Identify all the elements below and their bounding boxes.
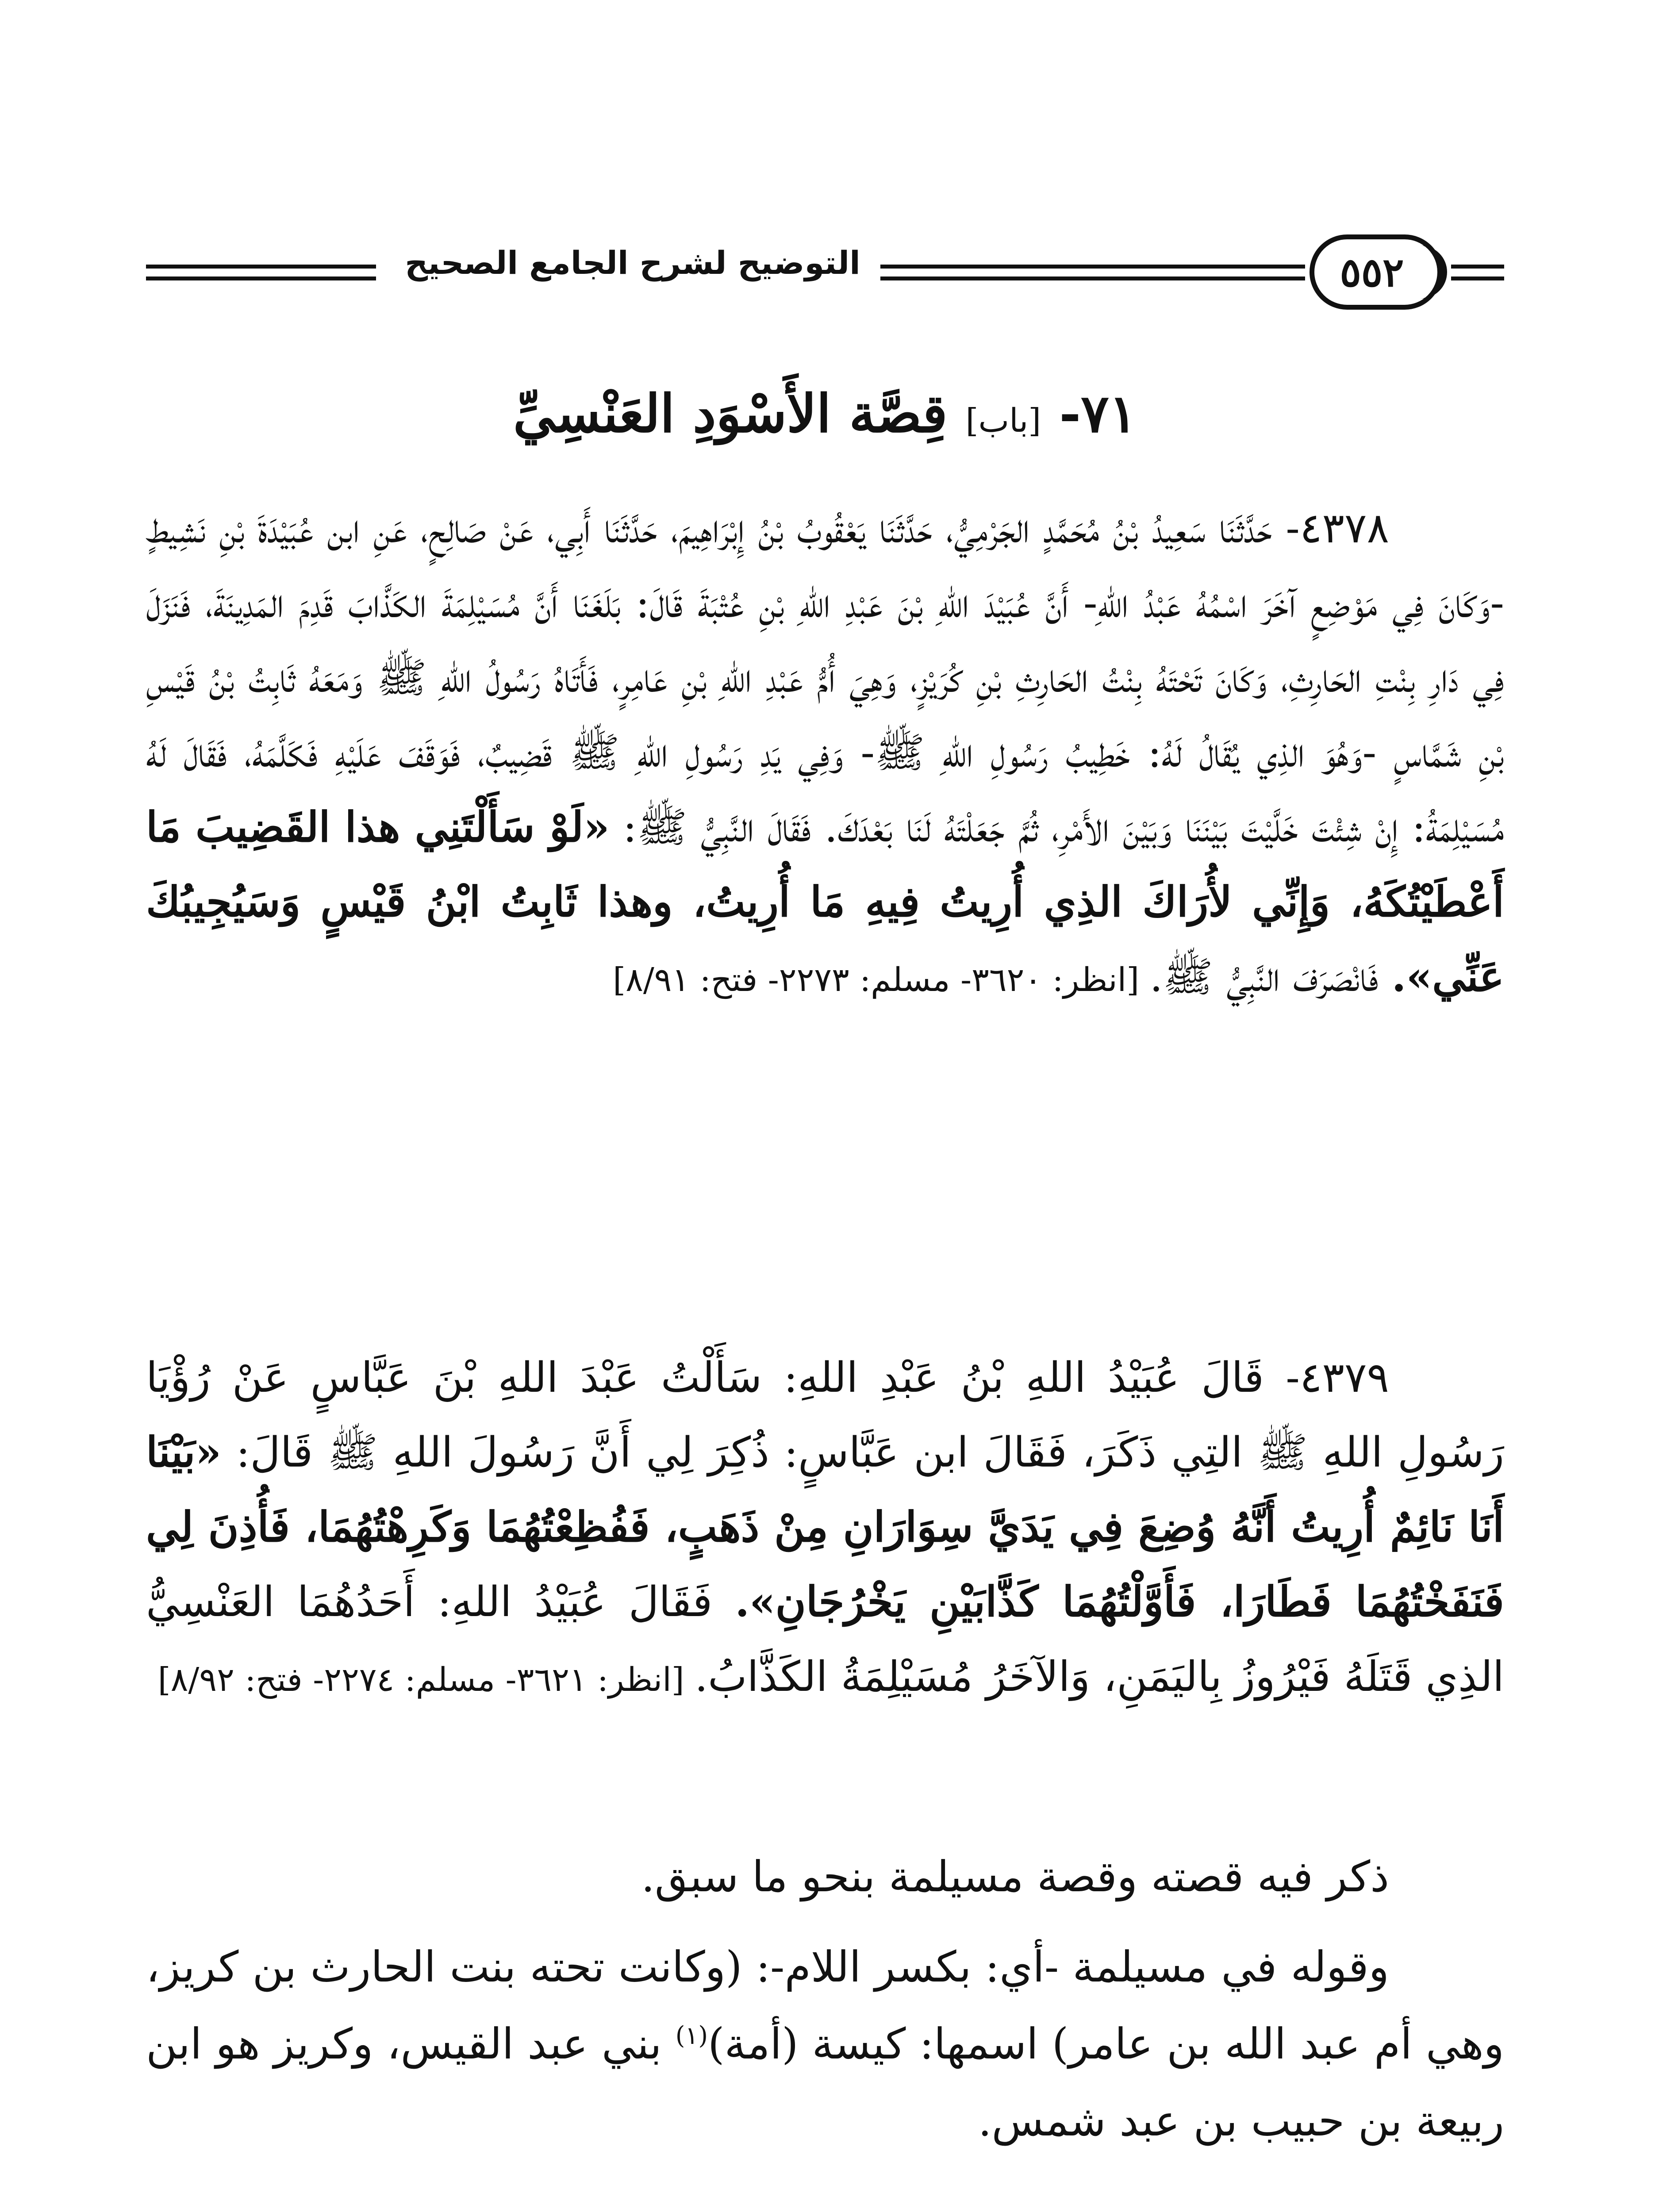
chapter-number: ٧١- [1059,383,1137,444]
hadith-matn-bold: «لَوْ سَأَلْتَنِي هذا القَضِيبَ مَا أَعْطَيْتُكَهُ، وَإِنِّي لأُرَاكَ الذِي أُرِيتُ فِيهِ مَا أُرِيتُ، وهذا ثَابِتُ ابْنُ قَيْسٍ وَسَيُجِيبُكَ عَنِّي». [146,803,1504,1001]
hadith-closing-text: فَقَالَ عُبَيْدُ اللهِ: أَحَدُهُمَا العَنْسِيُّ الذِي قَتَلَهُ فَيْرُوزُ بِاليَمَنِ، وَالآخَرُ مُسَيْلِمَةُ الكَذَّابُ. [146,1578,1504,1701]
page-number: ٥٥٢ [1340,249,1404,296]
hadith-4378 [146,491,1504,1018]
commentary-text: وقوله في مسيلمة -أي: بكسر اللام-: (وكانت تحته بنت الحارث بن كريز، وهي أم عبد الله بن عامر) اسمها: كيسة (أمة) [146,1942,1505,2069]
hadith-reference: [انظر: ٣٦٢١- مسلم: ٢٢٧٤- فتح: ٨/٩٢] [157,1661,695,1699]
footnote-marker[interactable]: (١) [675,2021,708,2050]
header-rule-left [146,265,376,269]
chapter-title: قِصَّة الأَسْوَدِ العَنْسِيِّ [513,383,948,444]
chapter-bab-label: [باب] [965,402,1041,440]
hadith-number: ٤٣٧٨- [1286,504,1389,553]
header-rule-right [1451,265,1504,269]
commentary [146,1838,1504,2159]
running-header [146,230,1504,319]
hadith-reference: [انظر: ٣٦٢٠- مسلم: ٢٢٧٣- فتح: ٨/٩١] [613,961,1150,999]
hadith-isnad-text: قَالَ عُبَيْدُ اللهِ بْنُ عَبْدِ اللهِ: سَأَلْتُ عَبْدَ اللهِ بْنَ عَبَّاسٍ عَنْ رُؤْيَا رَسُولِ اللهِ ﷺ التِي ذَكَرَ، فَقَالَ ابن عَبَّاسٍ: ذُكِرَ لِي أَنَّ رَسُولَ اللهِ ﷺ قَالَ: [146,1354,1504,1477]
commentary-paragraph-1: ذكر فيه قصته وقصة مسيلمة بنحو ما سبق. [641,1852,1389,1901]
commentary-text-continued: بني عبد القيس، وكريز هو ابن ربيعة بن حبيب بن عبد شمس. [146,2019,1504,2146]
hadith-matn-bold: «بَيْنَا أَنَا نَائِمٌ أُرِيتُ أَنَّهُ وُضِعَ فِي يَدَيَّ سِوَارَانِ مِنْ ذَهَبٍ، فَفُظِعْتُهُمَا وَكَرِهْتُهُمَا، فَأُذِنَ لِي فَنَفَخْتُهُمَا فَطَارَا، فَأَوَّلْتُهُمَا كَذَّابَيْنِ يَخْرُجَانِ». [146,1428,1504,1626]
hadith-4379 [146,1340,1504,1717]
hadith-number: ٤٣٧٩- [1286,1354,1389,1402]
hadith-isnad-text: حَدَّثَنَا سَعِيدُ بْنُ مُحَمَّدٍ الجَرْمِيُّ، حَدَّثَنَا يَعْقُوبُ بْنُ إِبْرَاهِيمَ، حَدَّثَنَا أَبِي، عَنْ صَالِحٍ، عَنِ ابن عُبَيْدَةَ بْنِ نَشِيطٍ -وَكَانَ فِي مَوْضِعٍ آخَرَ اسْمُهُ عَبْدُ اللهِ- أَنَّ عُبَيْدَ اللهِ بْنَ عَبْدِ اللهِ بْنِ عُتْبَةَ قَالَ: بَلَغَنَا أَنَّ مُسَيْلِمَةَ الكَذَّابَ قَدِمَ المَدِينَةَ، فَنَزَلَ فِي دَارِ بِنْتِ الحَارِثِ، وَكَانَ تَحْتَهُ بِنْتُ الحَارِثِ بْنِ كُرَيْزٍ، وَهِيَ أُمُّ عَبْدِ اللهِ بْنِ عَامِرٍ، فَأَتَاهُ رَسُولُ اللهِ ﷺ وَمَعَهُ ثَابِتُ بْنُ قَيْسِ بْنِ شَمَّاسٍ -وَهُوَ الذِي يُقَالُ لَهُ: خَطِيبُ رَسُولِ اللهِ ﷺ- وَفِي يَدِ رَسُولِ اللهِ ﷺ قَضِيبٌ، فَوَقَفَ عَلَيْهِ فَكَلَّمَهُ، فَقَالَ لَهُ مُسَيْلِمَةُ: إِنْ شِئْتَ خَلَّيْتَ بَيْنَنَا وَبَيْنَ الأَمْرِ، ثُمَّ جَعَلْتَهُ لَنَا بَعْدَكَ. فَقَالَ النَّبِيُّ ﷺ: [146,504,1504,852]
chapter-heading [146,380,1504,454]
running-title: التوضيح لشرح الجامع الصحيح [405,244,860,281]
hadith-closing-text: فَانْصَرَفَ النَّبِيُّ ﷺ. [1149,953,1392,1001]
page-number-badge [1310,234,1442,310]
commentary-paragraph-2 [146,1928,1504,2159]
header-rule-middle [880,265,1305,269]
